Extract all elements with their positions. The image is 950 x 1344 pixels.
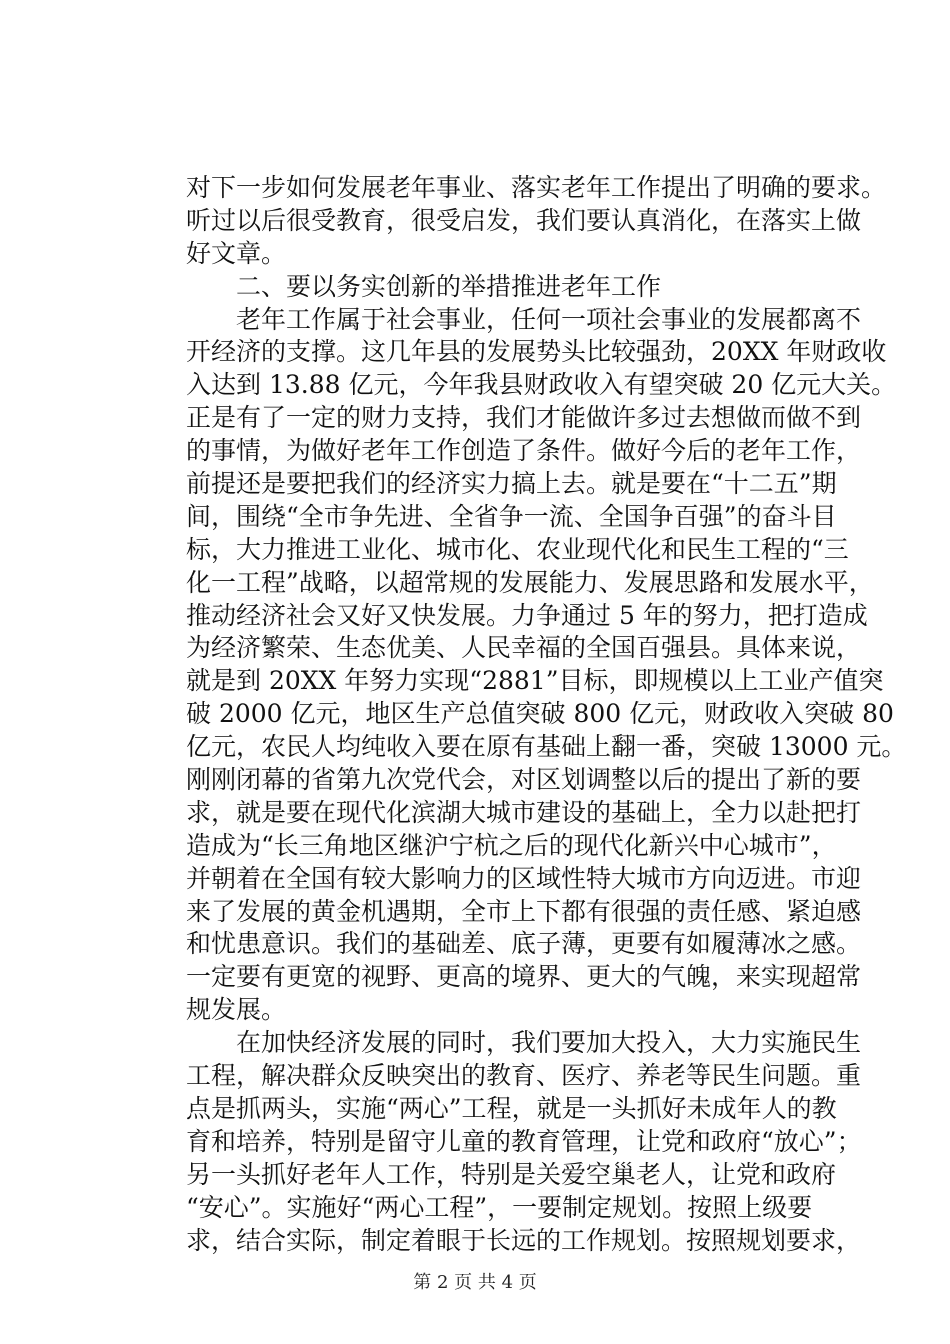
text-line: 化一工程”战略，以超常规的发展能力、发展思路和发展水平， (186, 567, 874, 597)
text-line: “安心”。实施好“两心工程”，一要制定规划。按照上级要 (186, 1192, 813, 1222)
text-line: 开经济的支撑。这几年县的发展势头比较强劲，20XX 年财政收 (186, 337, 887, 367)
text-line: 推动经济社会又好又快发展。力争通过 5 年的努力，把打造成 (186, 600, 868, 630)
text-line: 求，就是要在现代化滨湖大城市建设的基础上，全力以赴把打 (186, 797, 862, 827)
text-line: 听过以后很受教育，很受启发，我们要认真消化，在落实上做 (186, 205, 862, 235)
text-line: 正是有了一定的财力支持，我们才能做许多过去想做而做不到 (186, 403, 862, 433)
text-line: 和忧患意识。我们的基础差、底子薄，更要有如履薄冰之感。 (186, 929, 862, 959)
text-line: 的事情，为做好老年工作创造了条件。做好今后的老年工作， (186, 436, 862, 466)
text-line: 老年工作属于社会事业，任何一项社会事业的发展都离不 (186, 304, 862, 334)
text-line: 点是抓两头，实施“两心”工程，就是一头抓好未成年人的教 (186, 1093, 837, 1123)
text-line: 来了发展的黄金机遇期，全市上下都有很强的责任感、紧迫感 (186, 896, 862, 926)
text-line: 规发展。 (186, 995, 287, 1025)
text-line: 育和培养，特别是留守儿童的教育管理，让党和政府“放心”； (186, 1126, 862, 1156)
text-line: 一定要有更宽的视野、更高的境界、更大的气魄，来实现超常 (186, 962, 862, 992)
text-line: 并朝着在全国有较大影响力的区域性特大城市方向迈进。市迎 (186, 863, 862, 893)
text-line: 破 2000 亿元，地区生产总值突破 800 亿元，财政收入突破 80 (186, 699, 894, 729)
text-line: 对下一步如何发展老年事业、落实老年工作提出了明确的要求。 (186, 173, 887, 202)
text-line: 二、要以务实创新的举措推进老年工作 (186, 271, 662, 301)
text-line: 刚刚闭幕的省第九次党代会，对区划调整以后的提出了新的要 (186, 765, 862, 795)
text-line: 亿元，农民人均纯收入要在原有基础上翻一番，突破 13000 元。 (186, 732, 907, 762)
text-line: 在加快经济发展的同时，我们要加大投入，大力实施民生 (186, 1028, 862, 1058)
text-line: 为经济繁荣、生态优美、人民幸福的全国百强县。具体来说， (186, 633, 862, 663)
text-line: 求，结合实际，制定着眼于长远的工作规划。按照规划要求， (186, 1225, 862, 1255)
text-line: 前提还是要把我们的经济实力搞上去。就是要在“十二五”期 (186, 469, 837, 499)
text-line: 间，围绕“全市争先进、全省争一流、全国争百强”的奋斗目 (186, 501, 837, 531)
text-line: 入达到 13.88 亿元，今年我县财政收入有望突破 20 亿元大关。 (186, 370, 897, 400)
text-line: 造成为“长三角地区继沪宁杭之后的现代化新兴中心城市”， (186, 830, 837, 860)
page-footer: 第 2 页 共 4 页 (413, 1272, 537, 1293)
text-line: 标，大力推进工业化、城市化、农业现代化和民生工程的“三 (186, 534, 849, 564)
text-line: 就是到 20XX 年努力实现“2881”目标，即规模以上工业产值突 (186, 666, 884, 696)
text-line: 另一头抓好老年人工作，特别是关爱空巢老人，让党和政府 (186, 1159, 837, 1189)
text-line: 工程，解决群众反映突出的教育、医疗、养老等民生问题。重 (186, 1061, 862, 1091)
document-body (186, 172, 907, 1257)
text-line: 好文章。 (186, 238, 287, 268)
